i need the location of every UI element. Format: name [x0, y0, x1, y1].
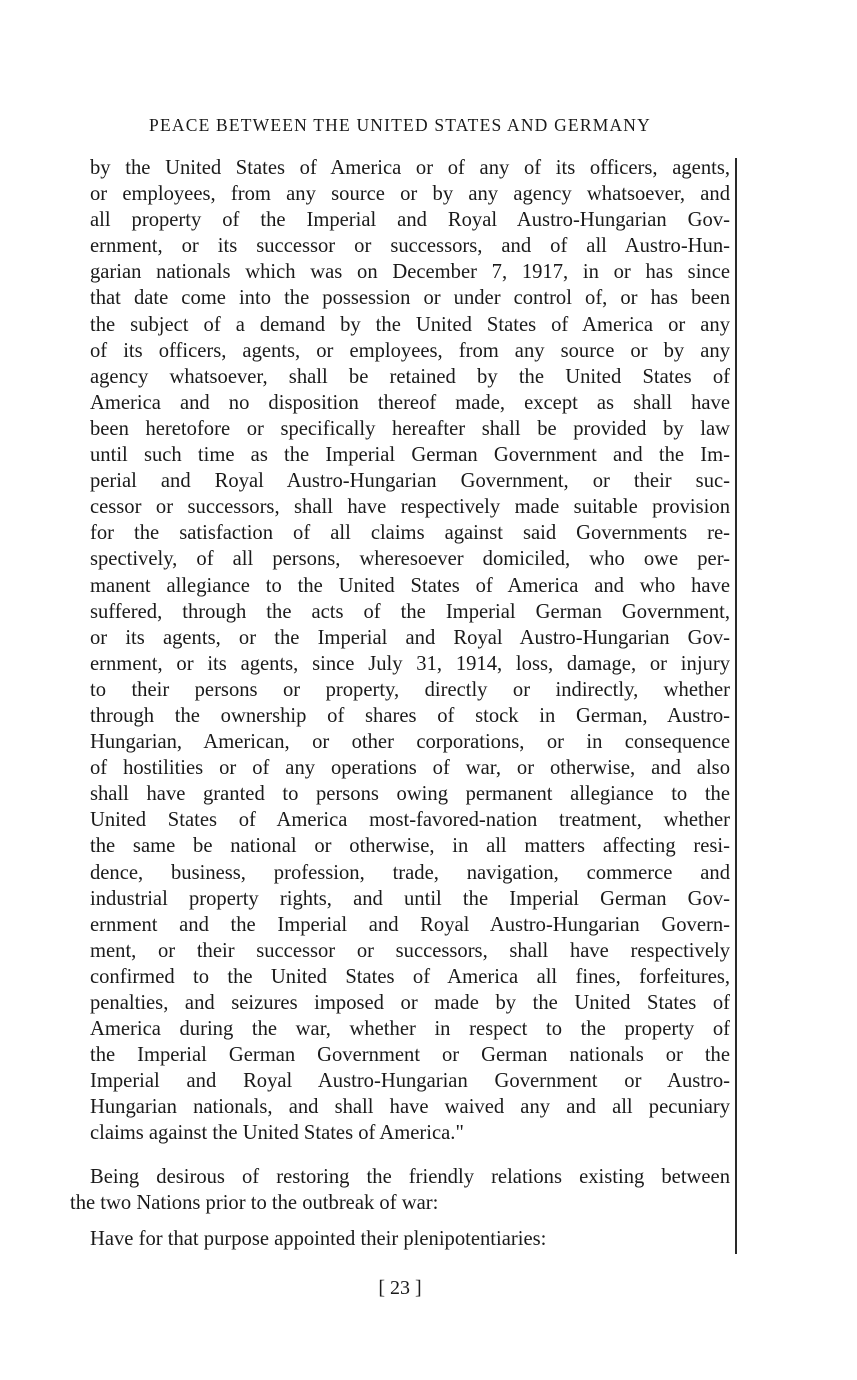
text-line: the Imperial German Government or German nationals or the — [90, 1044, 730, 1067]
text-line: suffered, through the acts of the Imperial German Government, — [90, 600, 730, 623]
text-line: Have for that purpose appointed their plenipotentiaries: — [90, 1228, 547, 1250]
text-line: by the United States of America or of any of its officers, agents, — [90, 157, 730, 179]
text-line: the same be national or otherwise, in all matters affecting resi- — [90, 835, 730, 858]
text-line: industrial property rights, and until the Imperial German Gov- — [90, 887, 730, 910]
treaty-paragraph-1 — [90, 155, 730, 1147]
treaty-paragraph-3 — [90, 1226, 730, 1252]
text-line: of hostilities or of any operations of war, or otherwise, and also — [90, 757, 730, 780]
text-line: ernment and the Imperial and Royal Austro-Hungarian Govern- — [90, 913, 730, 936]
text-line: ernment, or its agents, since July 31, 1914, loss, damage, or injury — [90, 652, 730, 675]
text-line: claims against the United States of America." — [90, 1122, 464, 1145]
text-line: United States of America most-favored-nation treatment, whether — [90, 809, 730, 832]
text-line: of its officers, agents, or employees, from any source or by any — [90, 339, 730, 362]
text-line: Hungarian, American, or other corporations, or in consequence — [90, 731, 730, 754]
text-line: for the satisfaction of all claims against said Governments re- — [90, 522, 730, 545]
text-line: ernment, or its successor or successors, and of all Austro-Hun- — [90, 235, 730, 258]
text-line: until such time as the Imperial German Government and the Im- — [90, 444, 730, 467]
text-line: to their persons or property, directly or indirectly, whether — [90, 678, 730, 701]
text-line: or employees, from any source or by any agency whatsoever, and — [90, 183, 730, 206]
text-line: garian nationals which was on December 7, 1917, in or has since — [90, 261, 730, 284]
text-line: all property of the Imperial and Royal Austro-Hungarian Gov- — [90, 209, 730, 232]
text-line: the subject of a demand by the United States of America or any — [90, 313, 730, 336]
text-line: spectively, of all persons, wheresoever domiciled, who owe per- — [90, 548, 730, 571]
running-head: PEACE BETWEEN THE UNITED STATES AND GERMANY — [149, 115, 651, 135]
treaty-paragraph-2 — [70, 1164, 730, 1216]
text-line: perial and Royal Austro-Hungarian Government, or their suc- — [90, 470, 730, 493]
text-line: America and no disposition thereof made, except as shall have — [90, 391, 730, 414]
text-line: Hungarian nationals, and shall have waived any and all pecuniary — [90, 1096, 730, 1119]
text-line: ment, or their successor or successors, shall have respectively — [90, 939, 730, 962]
text-line: agency whatsoever, shall be retained by the United States of — [90, 365, 730, 388]
text-line: cessor or successors, shall have respectively made suitable provision — [90, 496, 730, 519]
text-line: that date come into the possession or under control of, or has been — [90, 287, 730, 310]
text-line: penalties, and seizures imposed or made by the United States of — [90, 992, 730, 1014]
text-line: or its agents, or the Imperial and Royal Austro-Hungarian Gov- — [90, 626, 730, 649]
page-number: [ 23 ] — [378, 1277, 422, 1299]
text-line: America during the war, whether in respect to the property of — [90, 1018, 730, 1041]
text-line: shall have granted to persons owing permanent allegiance to the — [90, 783, 730, 806]
text-line: Imperial and Royal Austro-Hungarian Government or Austro- — [90, 1070, 730, 1093]
text-line: confirmed to the United States of America all fines, forfeitures, — [90, 965, 730, 988]
text-line: manent allegiance to the United States of America and who have — [90, 574, 730, 597]
text-line: the two Nations prior to the outbreak of war: — [70, 1192, 439, 1215]
text-line: dence, business, profession, trade, navigation, commerce and — [90, 861, 730, 884]
text-line: Being desirous of restoring the friendly relations existing between — [90, 1166, 730, 1188]
text-line: been heretofore or specifically hereafter shall be provided by law — [90, 417, 730, 440]
text-line: through the ownership of shares of stock in German, Austro- — [90, 704, 730, 727]
margin-rule — [735, 158, 737, 1254]
